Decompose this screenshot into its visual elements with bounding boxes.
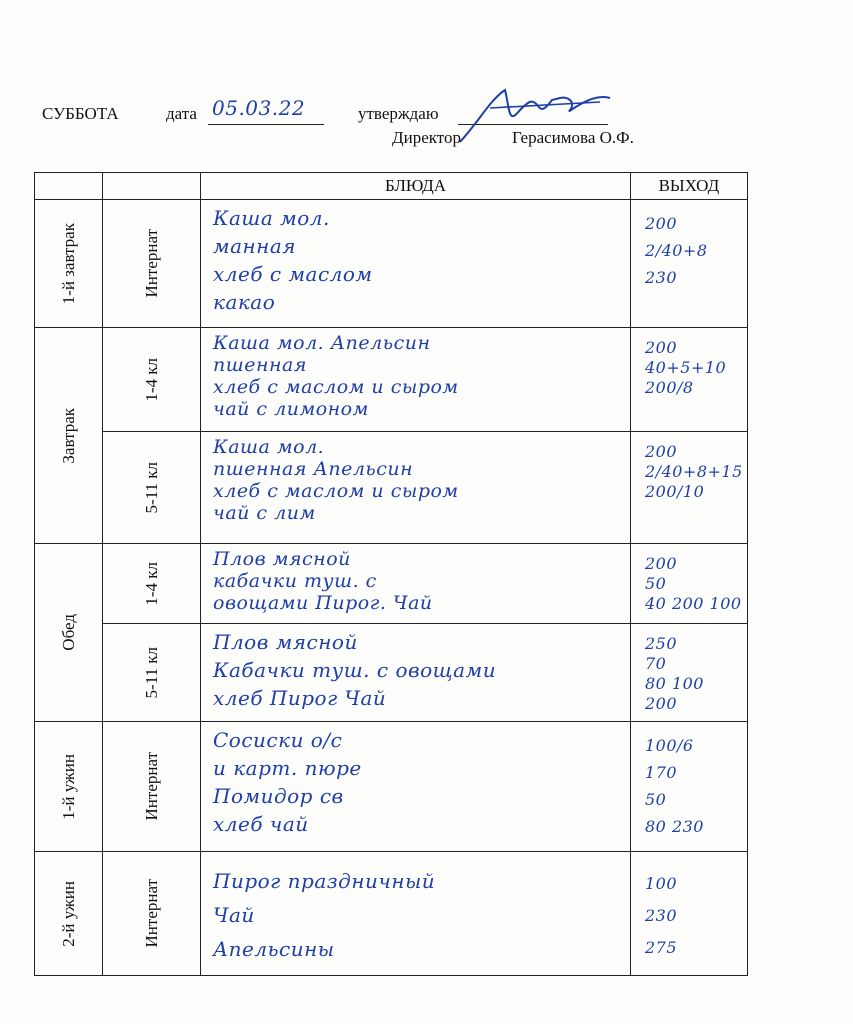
dish-line: Каша мол. (213, 206, 330, 230)
table-row (35, 544, 748, 624)
output-value: 170 (645, 763, 678, 782)
dish-line: и карт. пюре (213, 756, 362, 780)
dish-line: чай с лим (213, 502, 316, 524)
dishes-cell (201, 722, 631, 852)
meal-cell (35, 544, 103, 722)
meal-cell (35, 328, 103, 544)
date-underline (208, 124, 324, 125)
table-row (35, 432, 748, 544)
dishes-cell (201, 544, 631, 624)
meal-cell (35, 722, 103, 852)
output-cell (631, 624, 748, 722)
day-of-week: СУББОТА (42, 104, 119, 123)
dish-line: Каша мол. Апельсин (213, 332, 431, 354)
dishes-cell (201, 852, 631, 976)
menu-table (34, 172, 748, 976)
meal-name: Обед (58, 614, 78, 651)
dish-line: кабачки туш. с (213, 570, 377, 592)
dish-line: манная (213, 234, 297, 258)
output-value: 2/40+8+15 (645, 462, 743, 481)
output-value: 50 (645, 790, 667, 809)
output-value: 230 (645, 906, 678, 925)
output-value: 200 (645, 338, 678, 357)
dish-line: овощами Пирог. Чай (213, 592, 433, 614)
output-cell (631, 328, 748, 432)
group-name: Интернат (141, 879, 161, 948)
table-row (35, 722, 748, 852)
group-name: Интернат (141, 229, 161, 298)
dish-line: Пирог праздничный (213, 869, 436, 893)
dish-line: хлеб с маслом (213, 262, 373, 286)
dish-line: Сосиски о/с (213, 728, 343, 752)
output-cell (631, 432, 748, 544)
dishes-cell (201, 328, 631, 432)
dish-line: чай с лимоном (213, 398, 369, 420)
group-cell (103, 544, 201, 624)
dish-line: какао (213, 290, 276, 314)
group-cell (103, 722, 201, 852)
column-header-output: ВЫХОД (631, 173, 748, 200)
group-name: 1-4 кл (141, 357, 161, 402)
group-cell (103, 852, 201, 976)
meal-cell (35, 852, 103, 976)
output-value: 80 230 (645, 817, 704, 836)
table-row (35, 624, 748, 722)
dish-line: Каша мол. (213, 436, 325, 458)
meal-name: 1-й завтрак (58, 222, 78, 305)
output-value: 40+5+10 (645, 358, 727, 377)
date-value: 05.03.22 (212, 96, 306, 120)
group-name: 5-11 кл (141, 646, 161, 699)
output-value: 100/6 (645, 736, 694, 755)
output-value: 250 (645, 634, 678, 653)
output-cell (631, 200, 748, 328)
output-value: 200 (645, 442, 678, 461)
group-cell (103, 328, 201, 432)
dish-line: Кабачки туш. с овощами (213, 658, 497, 682)
dish-line: Плов мясной (213, 630, 358, 654)
output-value: 200 (645, 214, 678, 233)
meal-name: 2-й ужин (58, 880, 78, 947)
dish-line: хлеб с маслом и сыром (213, 376, 459, 398)
dishes-cell (201, 432, 631, 544)
group-cell (103, 624, 201, 722)
dish-line: пшенная (213, 354, 307, 376)
table-header-row (35, 173, 748, 200)
output-value: 230 (645, 268, 678, 287)
dish-line: Чай (213, 903, 255, 927)
meal-name: 1-й ужин (58, 753, 78, 820)
output-cell (631, 852, 748, 976)
director-name: Герасимова О.Ф. (512, 128, 634, 147)
output-value: 275 (645, 938, 678, 957)
output-value: 200 (645, 554, 678, 573)
group-cell (103, 200, 201, 328)
dish-line: Апельсины (213, 937, 335, 961)
output-value: 80 100 (645, 674, 704, 693)
output-value: 200 (645, 694, 678, 713)
dish-line: хлеб Пирог Чай (213, 686, 387, 710)
output-value: 200/10 (645, 482, 705, 501)
dishes-cell (201, 624, 631, 722)
group-name: Интернат (141, 752, 161, 821)
group-name: 1-4 кл (141, 561, 161, 606)
header-blank-meal (35, 173, 103, 200)
table-row (35, 328, 748, 432)
group-name: 5-11 кл (141, 461, 161, 514)
output-value: 50 (645, 574, 667, 593)
dish-line: Плов мясной (213, 548, 351, 570)
meal-cell (35, 200, 103, 328)
meal-name: Завтрак (58, 407, 78, 464)
output-value: 2/40+8 (645, 241, 708, 260)
column-header-dishes: БЛЮДА (201, 173, 631, 200)
output-value: 200/8 (645, 378, 694, 397)
output-value: 100 (645, 874, 678, 893)
output-cell (631, 544, 748, 624)
table-row (35, 200, 748, 328)
director-label: Директор (392, 128, 461, 147)
dish-line: Помидор св (213, 784, 344, 808)
approve-label: утверждаю (358, 104, 439, 123)
dishes-cell (201, 200, 631, 328)
output-value: 70 (645, 654, 667, 673)
dish-line: пшенная Апельсин (213, 458, 414, 480)
table-row (35, 852, 748, 976)
dish-line: хлеб с маслом и сыром (213, 480, 459, 502)
header-blank-group (103, 173, 201, 200)
date-caption: дата (166, 104, 197, 123)
output-value: 40 200 100 (645, 594, 742, 613)
dish-line: хлеб чай (213, 812, 309, 836)
group-cell (103, 432, 201, 544)
output-cell (631, 722, 748, 852)
